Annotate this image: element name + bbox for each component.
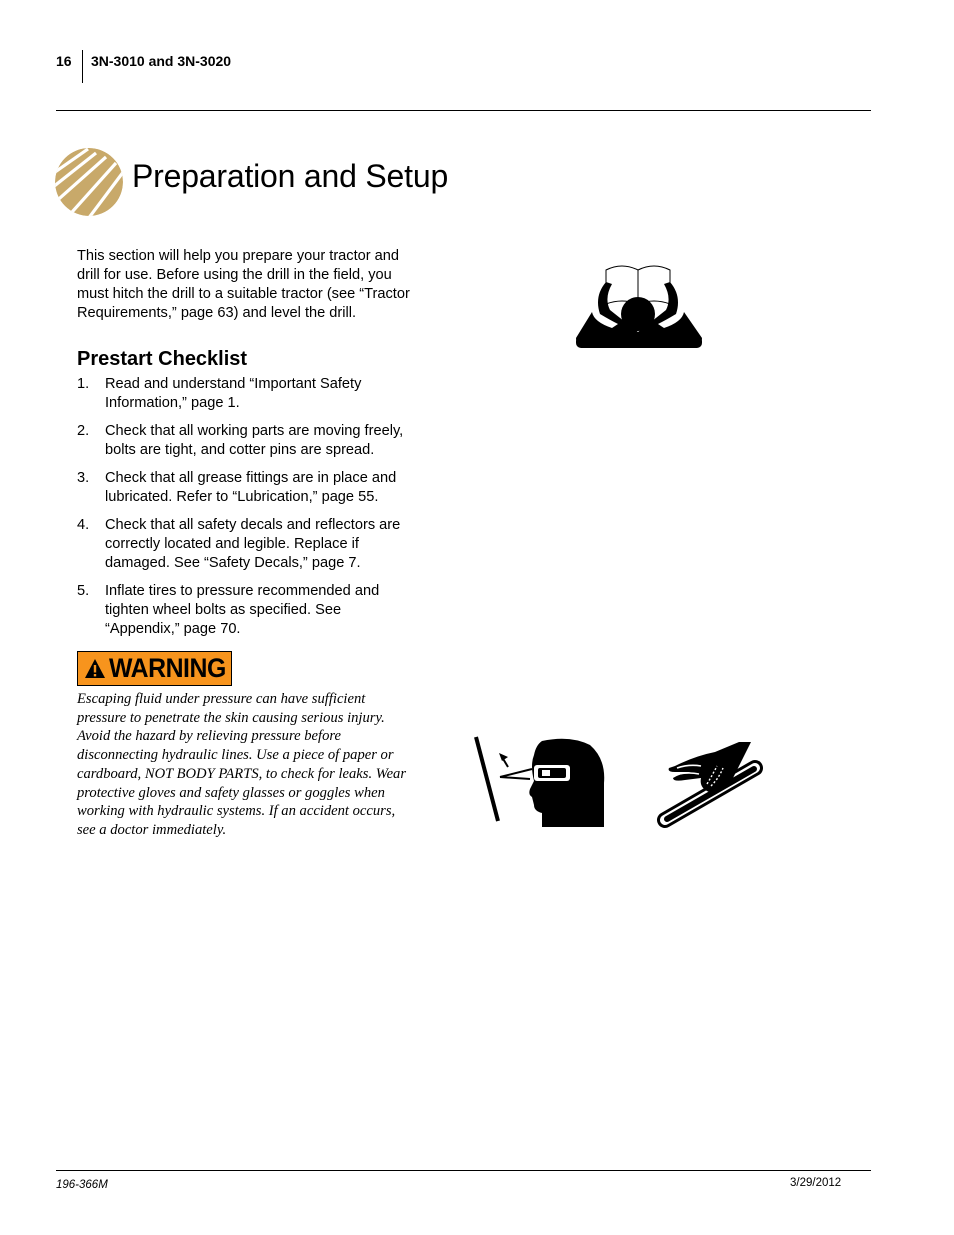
page-number: 16 (56, 53, 72, 69)
read-manual-icon (572, 262, 706, 350)
list-text: Check that all working parts are moving freely, bolts are tight, and cotter pins are spread. (105, 423, 404, 458)
list-number: 4. (77, 517, 90, 533)
warning-triangle-icon (84, 658, 106, 679)
safety-glasses-icon (472, 735, 606, 830)
checklist-heading: Prestart Checklist (77, 348, 248, 370)
warning-label (77, 651, 232, 686)
list-item (77, 469, 417, 507)
header-divider (82, 50, 83, 83)
page-title: Preparation and Setup (132, 158, 449, 194)
prestart-checklist (77, 375, 417, 648)
list-number: 2. (77, 423, 90, 439)
list-text: Inflate tires to pressure recommended and tighten wheel bolts as specified. See “Appendix,” page 70. (105, 583, 380, 637)
list-item (77, 516, 417, 573)
footer-rule (56, 1170, 871, 1171)
intro-paragraph: This section will help you prepare your tractor and drill for use. Before using the drill in the field, you must hitch the drill to a suitable tractor (see “Tractor Requirements,” page 63) and level the drill. (77, 248, 410, 321)
warning-message: Escaping fluid under pressure can have sufficient pressure to penetrate the skin causing serious injury. Avoid the hazard by relieving pressure before disconnecting hydraulic lines. Use a piece of paper or cardboard, NOT BODY PARTS, to check for leaks. Wear protective gloves and safety glasses or goggles when working with hydraulic systems. If an accident occurs, see a doctor immediately. (77, 691, 407, 838)
list-item (77, 375, 417, 413)
list-number: 3. (77, 470, 90, 486)
list-number: 5. (77, 583, 90, 599)
list-item (77, 422, 417, 460)
section-logo-icon (54, 147, 124, 217)
list-text: Read and understand “Important Safety Information,” page 1. (105, 376, 362, 411)
warning-text: WARNING (109, 653, 226, 683)
publication-date: 3/29/2012 (790, 1177, 842, 1189)
fluid-injection-hand-icon (655, 738, 765, 830)
list-number: 1. (77, 376, 90, 392)
document-number: 196-366M (56, 1179, 108, 1191)
list-text: Check that all safety decals and reflectors are correctly located and legible. Replace if damaged. See “Safety Decals,” page 7. (105, 517, 401, 571)
list-text: Check that all grease fittings are in place and lubricated. Refer to “Lubrication,” page 55. (105, 470, 397, 505)
list-item (77, 582, 417, 639)
document-title: 3N-3010 and 3N-3020 (91, 53, 232, 69)
header-rule (56, 110, 871, 111)
